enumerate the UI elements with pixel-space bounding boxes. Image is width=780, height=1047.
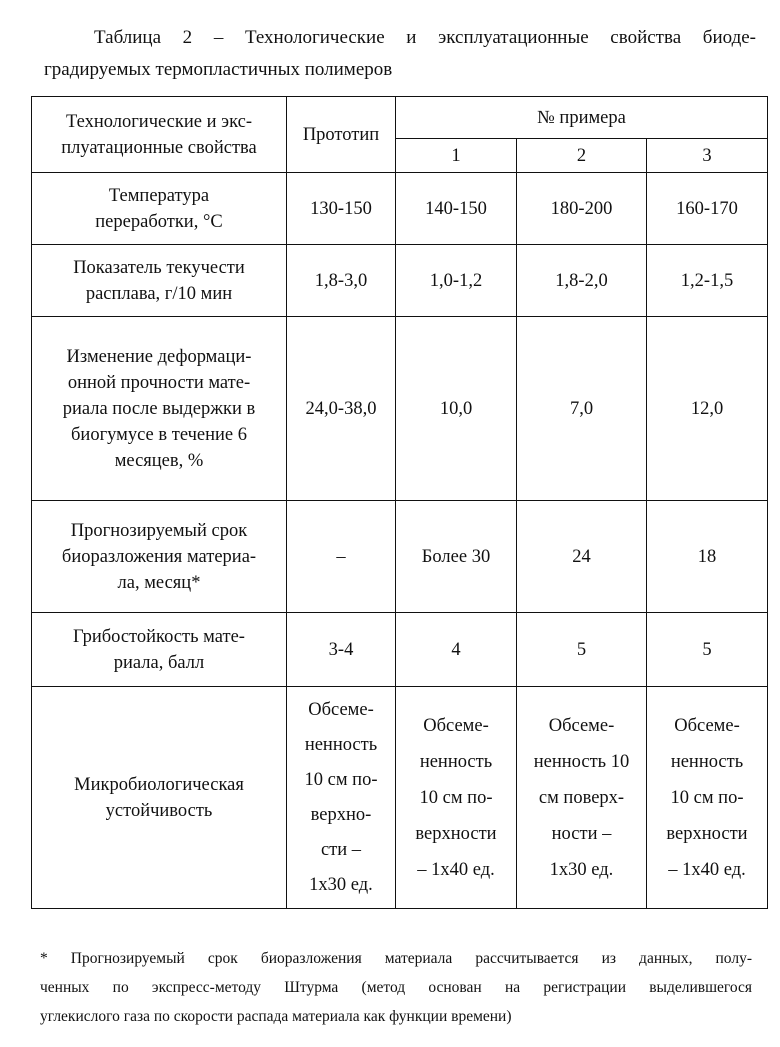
cell-line: верхности [666, 823, 748, 844]
row-prototype-cell [287, 245, 396, 317]
cell-line: 10 см по- [304, 769, 378, 790]
cell-line: 3-4 [328, 639, 354, 660]
cell-line: – [336, 546, 346, 567]
cell-line: расплава, г/10 мин [85, 283, 233, 304]
row-prototype-cell [287, 317, 396, 501]
header-prototype-cell: Прототип [287, 97, 396, 173]
table-caption [44, 22, 756, 86]
cell-line: 160-170 [676, 198, 738, 219]
header-property-line-1: Технологические и экс- [66, 111, 252, 132]
cell-line: верхно- [310, 804, 372, 825]
caption-line-1: Таблица 2 – Технологические и эксплуатационные свойства биоде- [94, 27, 756, 48]
cell-line: Обсеме- [548, 715, 615, 736]
cell-line: 180-200 [550, 198, 613, 219]
cell-line: 12,0 [690, 398, 724, 419]
row-example-1-cell [396, 245, 517, 317]
cell-line: см поверх- [538, 787, 625, 808]
cell-line: Микробиологическая [74, 774, 244, 795]
cell-line: месяцев, % [114, 450, 204, 471]
cell-line: ненность [670, 751, 744, 772]
table-row [32, 317, 768, 501]
cell-line: 24,0-38,0 [305, 398, 377, 419]
table-row [32, 245, 768, 317]
cell-line: 130-150 [310, 198, 372, 219]
row-example-3-cell [647, 613, 768, 687]
header-example-2-cell: 2 [517, 139, 647, 173]
cell-line: Изменение деформаци- [66, 346, 252, 367]
header-example-3-cell: 3 [647, 139, 768, 173]
row-example-1-cell [396, 613, 517, 687]
cell-line: 24 [572, 546, 591, 567]
row-example-3-cell [647, 245, 768, 317]
row-prototype-cell [287, 501, 396, 613]
cell-line: Температура [108, 185, 210, 206]
cell-line: 4 [451, 639, 461, 660]
cell-line: Обсеме- [308, 699, 374, 720]
row-label-cell [32, 613, 287, 687]
cell-line: Показатель текучести [73, 257, 245, 278]
table-row [32, 687, 768, 909]
caption-line-2: градируемых термопластичных полимеров [44, 59, 393, 80]
header-property-cell [32, 97, 287, 173]
cell-line: 10 см по- [670, 787, 744, 808]
row-example-1-cell [396, 501, 517, 613]
cell-line: биогумусе в течение 6 [71, 424, 247, 445]
cell-line: 18 [697, 546, 717, 567]
row-prototype-cell [287, 173, 396, 245]
cell-line: 10,0 [439, 398, 473, 419]
cell-line: 10 см по- [419, 787, 493, 808]
row-example-2-cell [517, 613, 647, 687]
cell-line: Грибостойкость мате- [73, 626, 245, 647]
cell-line: 5 [702, 639, 712, 660]
cell-line: 7,0 [569, 398, 594, 419]
row-example-2-cell [517, 173, 647, 245]
cell-line: Обсеме- [423, 715, 489, 736]
row-prototype-cell [287, 687, 396, 909]
row-label-cell [32, 501, 287, 613]
cell-line: 5 [576, 639, 587, 660]
row-example-2-cell [517, 687, 647, 909]
row-example-1-cell [396, 317, 517, 501]
cell-line: устойчивость [105, 800, 213, 821]
table-row [32, 613, 768, 687]
footnote-line-1: * Прогнозируемый срок биоразложения материала рассчитывается из данных, полу- [40, 950, 752, 967]
cell-line: Прогнозируемый срок [70, 520, 248, 541]
cell-line: ности – [551, 823, 612, 844]
row-prototype-cell [287, 613, 396, 687]
cell-line: ла, месяц* [117, 572, 201, 593]
cell-line: ненность [304, 734, 378, 755]
row-example-1-cell [396, 687, 517, 909]
cell-line: ненность [419, 751, 493, 772]
cell-line: 1х30 ед. [549, 859, 614, 880]
cell-line: ненность 10 [533, 751, 630, 772]
cell-line: риала, балл [113, 652, 205, 673]
footnote-line-3: углекислого газа по скорости распада материала как функции времени) [40, 1008, 512, 1025]
row-example-2-cell [517, 501, 647, 613]
cell-line: онной прочности мате- [67, 372, 251, 393]
row-example-1-cell [396, 173, 517, 245]
cell-line: 1х30 ед. [309, 874, 373, 895]
table-body [32, 97, 768, 909]
cell-line: Обсеме- [674, 715, 740, 736]
row-label-cell [32, 173, 287, 245]
footnote [40, 944, 752, 1031]
row-example-3-cell [647, 501, 768, 613]
header-example-group-cell: № примера [396, 97, 768, 139]
row-example-3-cell [647, 687, 768, 909]
cell-line: 1,8-2,0 [555, 270, 608, 291]
cell-line: риала после выдержки в [62, 398, 256, 419]
row-label-cell [32, 245, 287, 317]
footnote-line-2: ченных по экспресс-методу Штурма (метод основан на регистрации выделившегося [40, 979, 752, 996]
cell-line: Более 30 [421, 546, 491, 567]
cell-line: 140-150 [425, 198, 487, 219]
cell-line: – 1х40 ед. [668, 859, 746, 880]
cell-line: биоразложения материа- [61, 546, 257, 567]
cell-line: 1,8-3,0 [314, 270, 368, 291]
row-example-2-cell [517, 245, 647, 317]
header-row-1 [32, 97, 768, 139]
table-row [32, 501, 768, 613]
cell-line: 1,0-1,2 [429, 270, 483, 291]
header-example-1-cell: 1 [396, 139, 517, 173]
header-property-line-2: плуатационные свойства [61, 137, 257, 158]
cell-line: переработки, °С [95, 211, 223, 232]
properties-table [31, 96, 768, 909]
cell-line: 1,2-1,5 [680, 270, 734, 291]
row-example-3-cell [647, 173, 768, 245]
cell-line: сти – [320, 839, 362, 860]
cell-line: верхности [415, 823, 497, 844]
row-label-cell [32, 317, 287, 501]
row-label-cell [32, 687, 287, 909]
row-example-3-cell [647, 317, 768, 501]
cell-line: – 1х40 ед. [417, 859, 495, 880]
table-row [32, 173, 768, 245]
row-example-2-cell [517, 317, 647, 501]
